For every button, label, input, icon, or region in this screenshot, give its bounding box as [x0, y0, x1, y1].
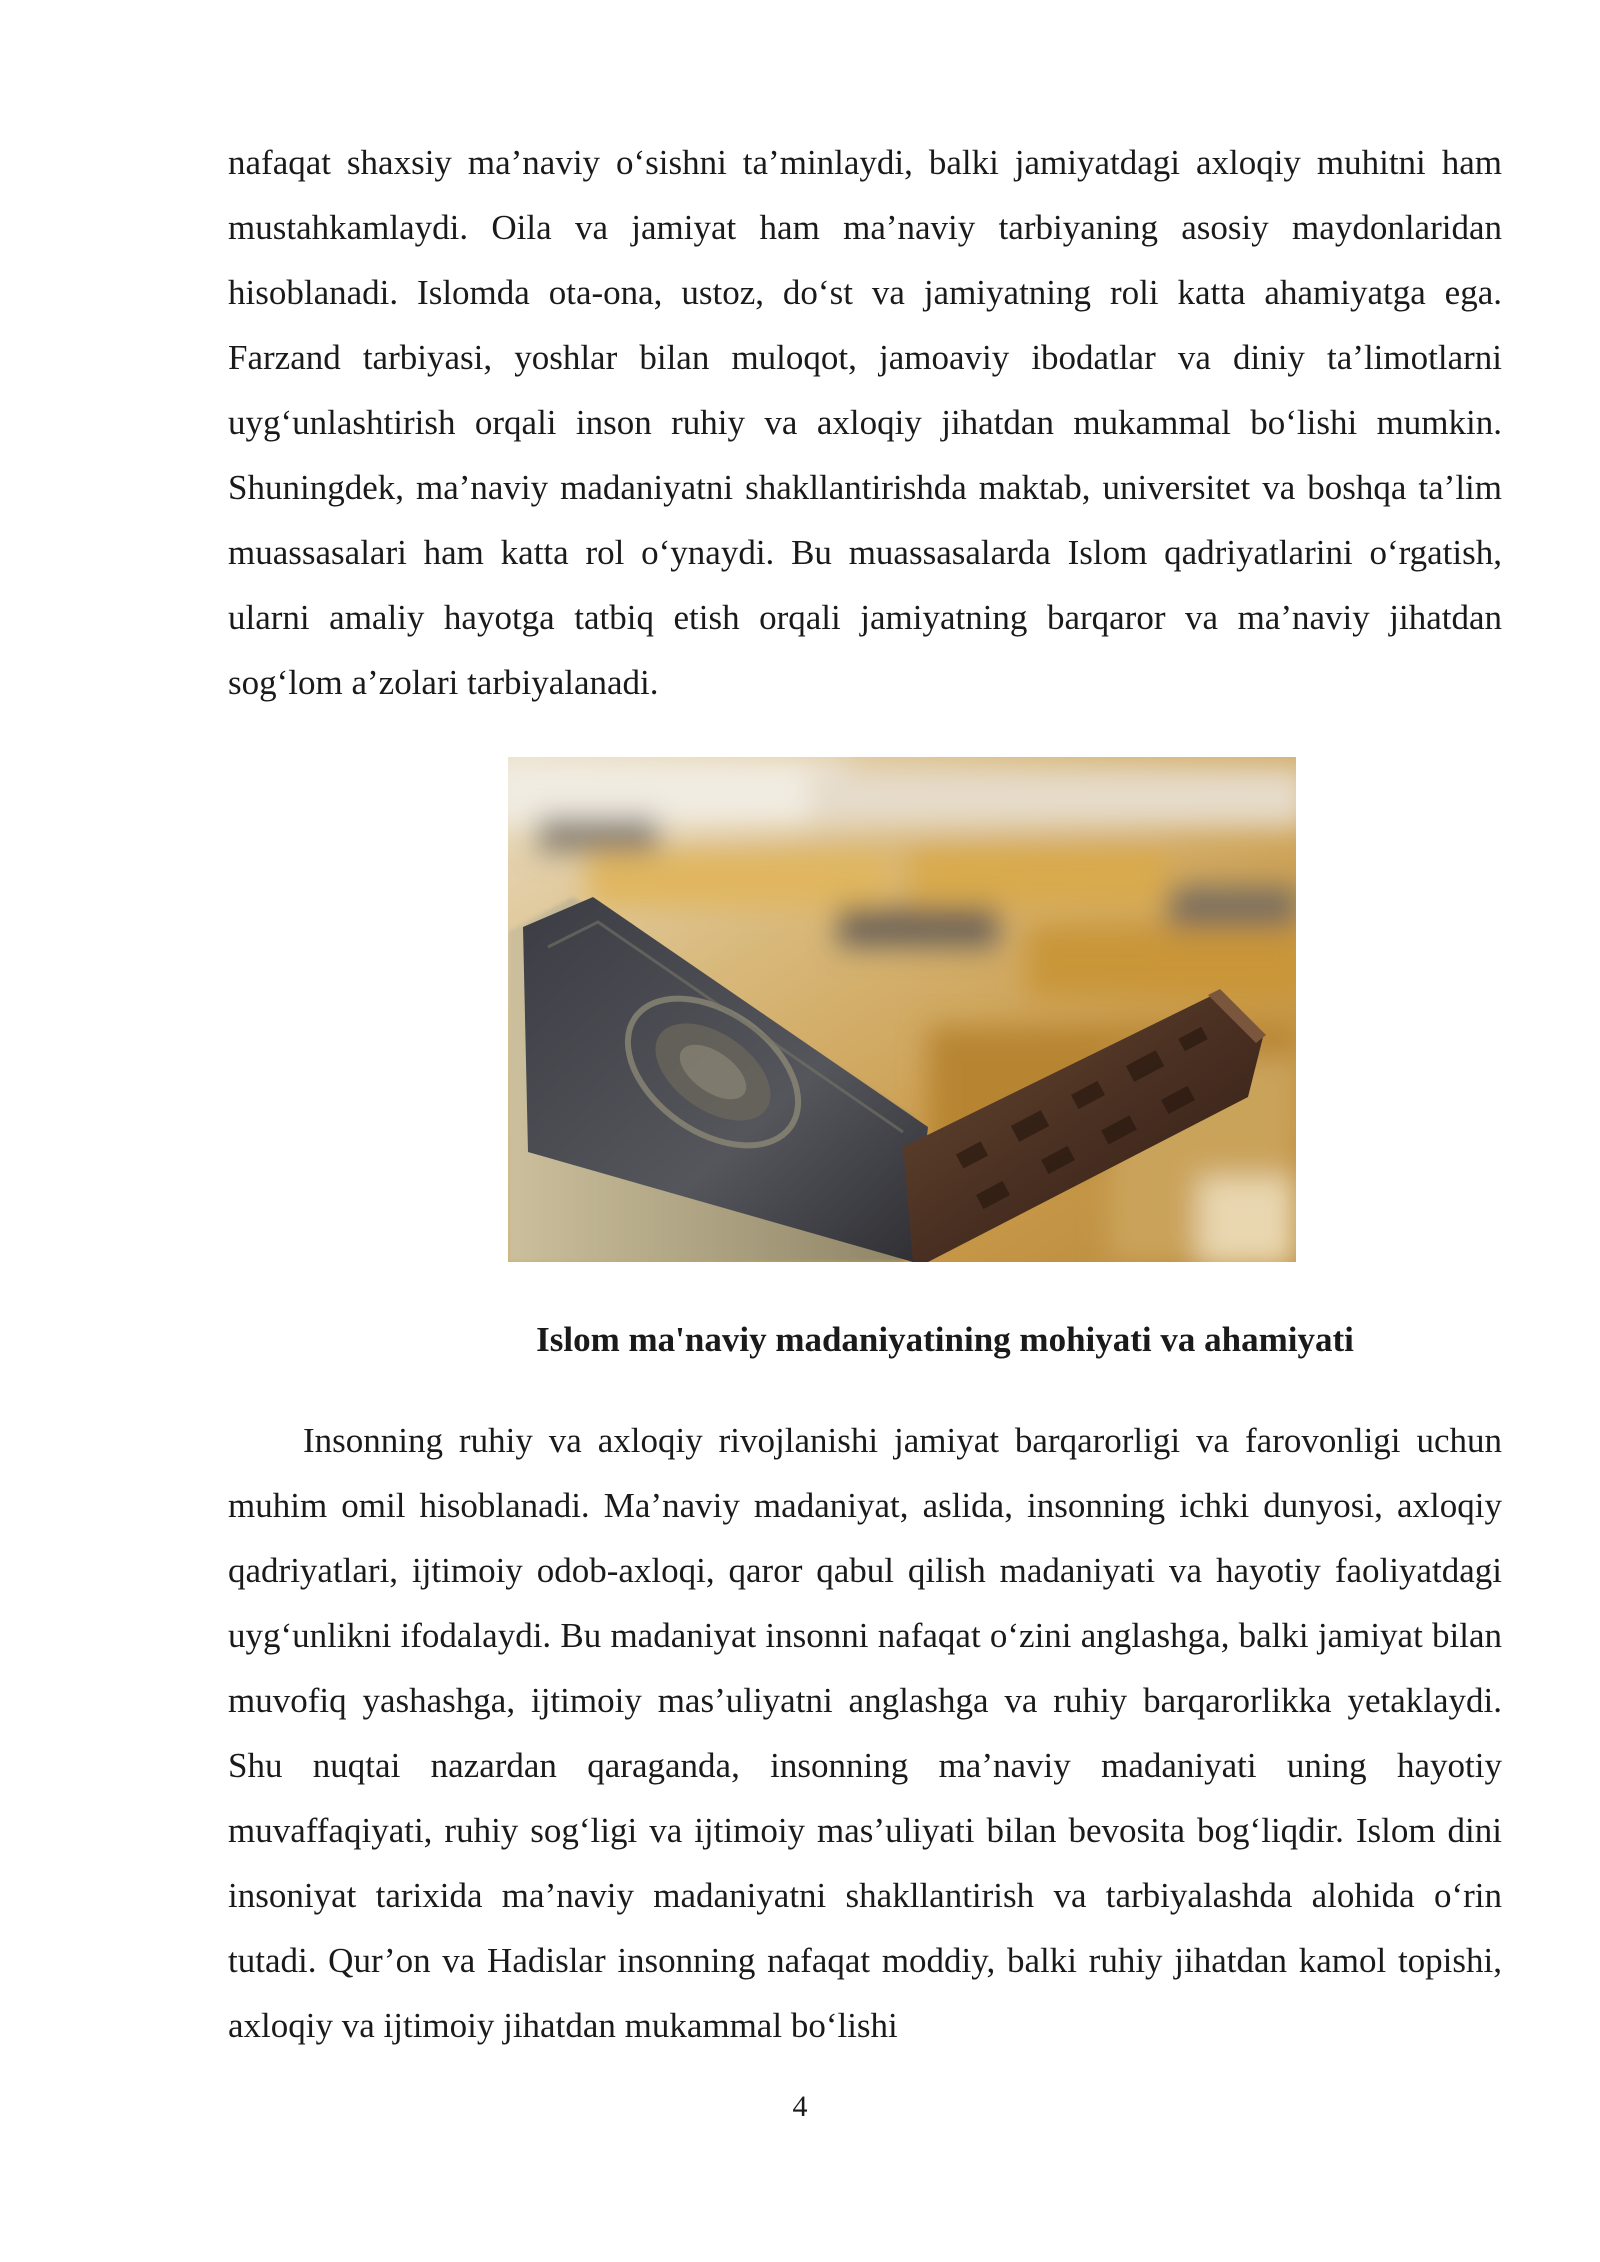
page-number: 4	[792, 2090, 808, 2123]
quran-on-stand-icon	[508, 757, 1296, 1262]
section-heading: Islom ma'naviy madaniyatining mohiyati va ahamiyati	[536, 1320, 1354, 1359]
body-paragraph-top: nafaqat shaxsiy ma’naviy o‘sishni ta’minlaydi, balki jamiyatdagi axloqiy muhitni ham mustahkamlaydi. Oila va jamiyat ham ma’naviy tarbiyaning asosiy maydonlaridan hisoblanadi. Islomda ota-ona, ustoz, do‘st va jamiyatning roli katta ahamiyatga ega. Farzand tarbiyasi, yoshlar bilan muloqot, jamoaviy ibodatlar va diniy ta’limotlarni uyg‘unlashtirish orqali inson ruhiy va axloqiy jihatdan mukammal bo‘lishi mumkin. Shuningdek, ma’naviy madaniyatni shakllantirishda maktab, universitet va boshqa ta’lim muassasalari ham katta rol o‘ynaydi. Bu muassasalarda Islom qadriyatlarini o‘rgatish, ularni amaliy hayotga tatbiq etish orqali jamiyatning barqaror va ma’naviy jihatdan sog‘lom a’zolari tarbiyalanadi.	[228, 143, 1502, 702]
body-paragraph-bottom: Insonning ruhiy va axloqiy rivojlanishi jamiyat barqarorligi va farovonligi uchun muhim omil hisoblanadi. Ma’naviy madaniyat, aslida, insonning ichki dunyosi, axloqiy qadriyatlari, ijtimoiy odob-axloqi, qaror qabul qilish madaniyati va hayotiy faoliyatdagi uyg‘unlikni ifodalaydi. Bu madaniyat insonni nafaqat o‘zini anglashga, balki jamiyat bilan muvofiq yashashga, ijtimoiy mas’uliyatni anglashga va ruhiy barqarorlikka yetaklaydi. Shu nuqtai nazardan qaraganda, insonning ma’naviy madaniyati uning hayotiy muvaffaqiyati, ruhiy sog‘ligi va ijtimoiy mas’uliyati bilan bevosita bog‘liqdir. Islom dini insoniyat tarixida ma’naviy madaniyatni shakllantirish va tarbiyalashda alohida o‘rin tutadi. Qur’on va Hadislar insonning nafaqat moddiy, balki ruhiy jihatdan kamol topishi, axloqiy va ijtimoiy jihatdan mukammal bo‘lishi	[228, 1421, 1502, 2045]
quran-photo	[508, 757, 1296, 1262]
